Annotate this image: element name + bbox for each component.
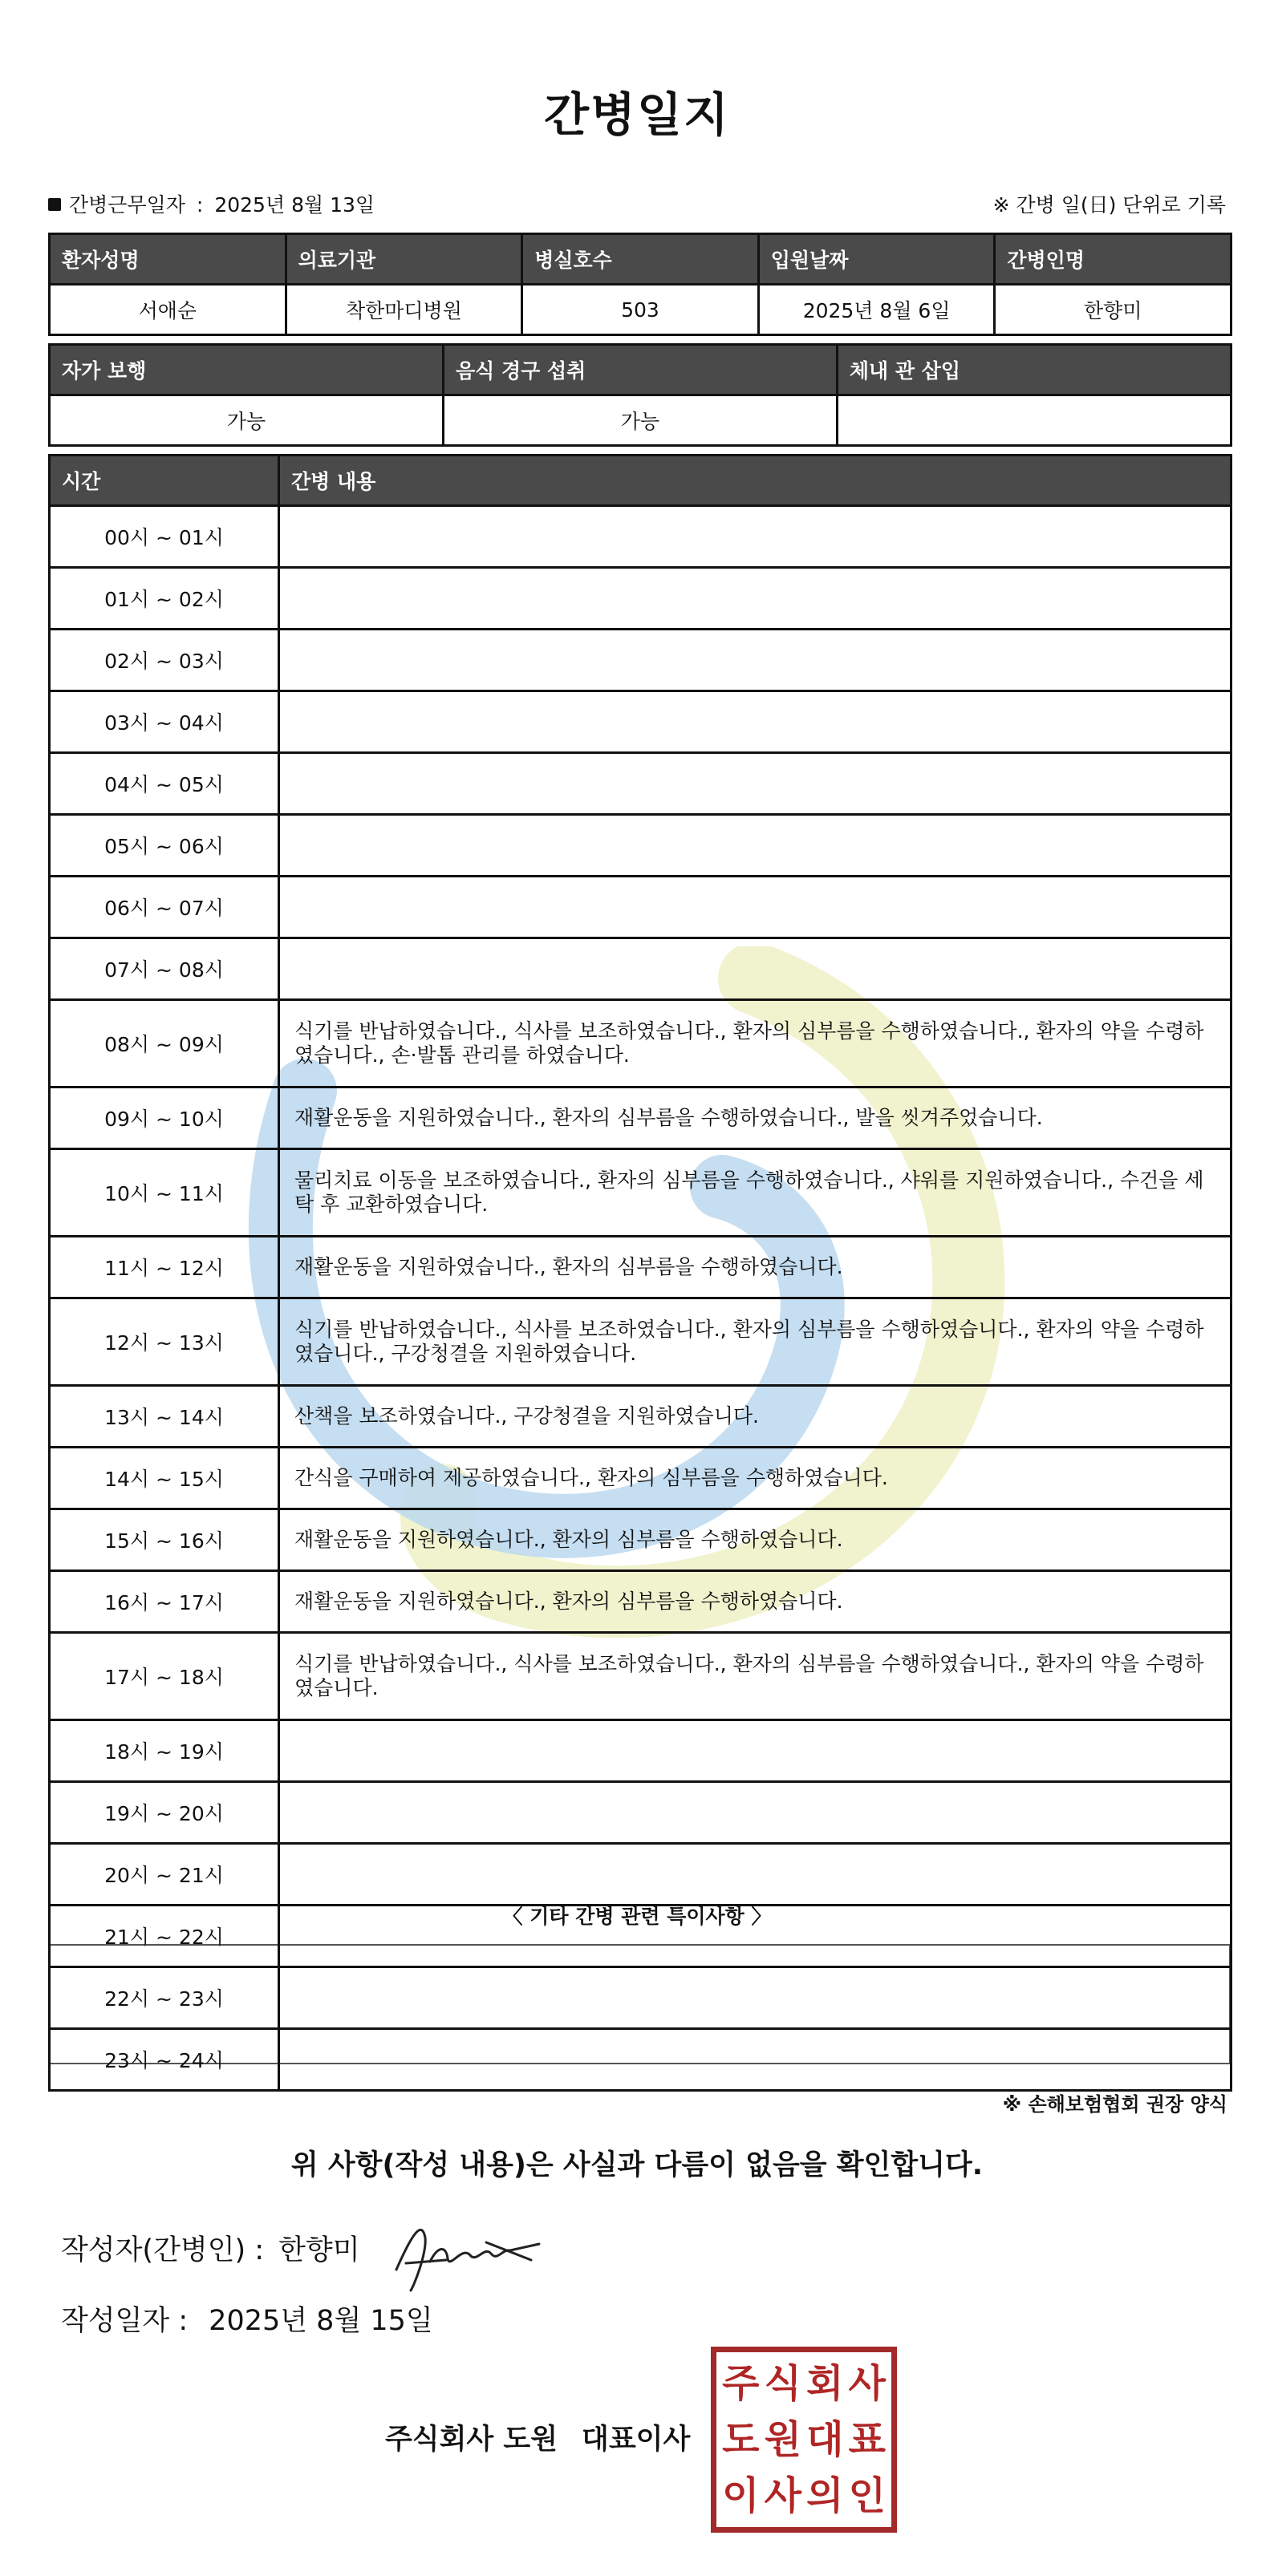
header-patient-name: 환자성명 [50, 234, 286, 285]
care-log-row [50, 753, 1231, 815]
seal-char: 이 [722, 2473, 760, 2518]
written-date-line [61, 2299, 433, 2339]
care-log-content: 재활운동을 지원하였습니다., 환자의 심부름을 수행하였습니다. [279, 1237, 1231, 1298]
care-log-row [50, 2029, 1231, 2091]
work-date-label: 간병근무일자 [69, 193, 185, 217]
care-log-content [279, 1844, 1231, 1906]
care-log-time: 00시 ~ 01시 [50, 506, 279, 568]
care-log-content [279, 1720, 1231, 1782]
tube-insertion-value [837, 395, 1231, 446]
patient-info-header-row [50, 234, 1231, 285]
admission-date: 2025년 8월 6일 [758, 285, 995, 335]
care-log-time: 17시 ~ 18시 [50, 1633, 279, 1720]
confirmation-statement: 위 사항(작성 내용)은 사실과 다름이 없음을 확인합니다. [290, 2149, 984, 2181]
writer-line [61, 2228, 360, 2268]
seal-char: 원 [764, 2417, 801, 2462]
care-log-row [50, 1000, 1231, 1088]
care-log-time: 23시 ~ 24시 [50, 2029, 279, 2091]
seal-char: 인 [848, 2473, 886, 2518]
care-log-content [279, 2029, 1231, 2091]
care-log-row [50, 1571, 1231, 1633]
care-log-content [279, 630, 1231, 691]
header-care-content: 간병 내용 [279, 456, 1231, 506]
written-date-value: 2025년 8월 15일 [209, 2305, 433, 2337]
care-log-time: 18시 ~ 19시 [50, 1720, 279, 1782]
care-log-time: 06시 ~ 07시 [50, 877, 279, 938]
care-log-time: 07시 ~ 08시 [50, 938, 279, 1000]
care-log-row [50, 1237, 1231, 1298]
care-log-content [279, 815, 1231, 877]
signature-image [390, 2213, 542, 2294]
care-log-row [50, 1967, 1231, 2029]
company-seal-stamp [711, 2347, 897, 2533]
care-log-time: 04시 ~ 05시 [50, 753, 279, 815]
care-log-row [50, 1088, 1231, 1149]
patient-name: 서애순 [50, 285, 286, 335]
company-role: 대표이사 [582, 2424, 691, 2456]
work-date [48, 189, 375, 218]
care-log-row [50, 630, 1231, 691]
care-log-content [279, 506, 1231, 568]
square-bullet-icon [48, 198, 61, 211]
header-caregiver-name: 간병인명 [995, 234, 1231, 285]
care-log-content [279, 568, 1231, 630]
care-log-row [50, 1782, 1231, 1844]
room-number: 503 [522, 285, 759, 335]
care-log-row [50, 1906, 1231, 1967]
header-oral-intake: 음식 경구 섭취 [443, 345, 837, 395]
page-title: 간병일지 [543, 87, 731, 142]
care-log-time: 14시 ~ 15시 [50, 1448, 279, 1509]
work-date-separator: : [196, 193, 204, 217]
seal-char: 대 [806, 2417, 844, 2462]
care-log-time: 16시 ~ 17시 [50, 1571, 279, 1633]
care-log-time: 15시 ~ 16시 [50, 1509, 279, 1571]
care-log-time: 03시 ~ 04시 [50, 691, 279, 753]
care-log-row [50, 506, 1231, 568]
header-time: 시간 [50, 456, 279, 506]
care-log-time: 09시 ~ 10시 [50, 1088, 279, 1149]
header-admission-date: 입원날짜 [758, 234, 995, 285]
care-log-content [279, 1782, 1231, 1844]
association-note: ※ 손해보험협회 권장 양식 [1002, 2093, 1227, 2116]
institution: 착한마디병원 [286, 285, 522, 335]
header-institution: 의료기관 [286, 234, 522, 285]
care-log-time: 13시 ~ 14시 [50, 1386, 279, 1448]
seal-char: 사 [848, 2361, 886, 2406]
care-log-time: 19시 ~ 20시 [50, 1782, 279, 1844]
care-log-row [50, 691, 1231, 753]
oral-intake-value: 가능 [443, 395, 837, 446]
care-log-time: 05시 ~ 06시 [50, 815, 279, 877]
care-log-content: 식기를 반납하였습니다., 식사를 보조하였습니다., 환자의 심부름을 수행하였습니다., 환자의 약을 수령하였습니다., 구강청결을 지원하였습니다. [279, 1298, 1231, 1386]
care-log-row [50, 815, 1231, 877]
company-name: 주식회사 도원 [385, 2424, 558, 2456]
header-tube-insertion: 체내 관 삽입 [837, 345, 1231, 395]
meta-row [48, 189, 1226, 221]
care-log-row [50, 1509, 1231, 1571]
caregiver-name: 한향미 [995, 285, 1231, 335]
care-log-content: 재활운동을 지원하였습니다., 환자의 심부름을 수행하였습니다., 발을 씻겨주었습니다. [279, 1088, 1231, 1149]
care-log-content [279, 1906, 1231, 1967]
care-log-time: 21시 ~ 22시 [50, 1906, 279, 1967]
work-date-value: 2025년 8월 13일 [214, 193, 375, 217]
care-log-time: 12시 ~ 13시 [50, 1298, 279, 1386]
care-log-content: 재활운동을 지원하였습니다., 환자의 심부름을 수행하였습니다. [279, 1509, 1231, 1571]
care-log-content: 식기를 반납하였습니다., 식사를 보조하였습니다., 환자의 심부름을 수행하였습니다., 환자의 약을 수령하였습니다., 손·발톱 관리를 하였습니다. [279, 1000, 1231, 1088]
written-date-label: 작성일자 : [61, 2305, 189, 2337]
care-log-content [279, 877, 1231, 938]
care-log-content [279, 691, 1231, 753]
care-log-header-row [50, 456, 1231, 506]
patient-status-table [48, 343, 1232, 447]
care-log-content: 재활운동을 지원하였습니다., 환자의 심부름을 수행하였습니다. [279, 1571, 1231, 1633]
seal-char: 도 [722, 2417, 760, 2462]
care-log-row [50, 568, 1231, 630]
care-log-row [50, 1149, 1231, 1237]
care-log-row [50, 1386, 1231, 1448]
seal-char: 회 [806, 2361, 844, 2406]
unit-note: ※ 간병 일(日) 단위로 기록 [992, 193, 1226, 217]
care-log-content: 식기를 반납하였습니다., 식사를 보조하였습니다., 환자의 심부름을 수행하였습니다., 환자의 약을 수령하였습니다. [279, 1633, 1231, 1720]
care-log-time: 01시 ~ 02시 [50, 568, 279, 630]
care-log-time: 20시 ~ 21시 [50, 1844, 279, 1906]
care-log-time: 02시 ~ 03시 [50, 630, 279, 691]
care-log-row [50, 1298, 1231, 1386]
header-self-walking: 자가 보행 [50, 345, 444, 395]
company-line [385, 2417, 690, 2457]
care-log-row [50, 1720, 1231, 1782]
seal-char: 사 [764, 2473, 801, 2518]
seal-characters [720, 2355, 888, 2524]
care-log-row [50, 1448, 1231, 1509]
patient-info-table [48, 233, 1232, 336]
care-log-content [279, 1967, 1231, 2029]
care-log-time: 11시 ~ 12시 [50, 1237, 279, 1298]
status-header-row [50, 345, 1231, 395]
care-log-row [50, 1633, 1231, 1720]
seal-char: 의 [806, 2473, 844, 2518]
care-log-time: 22시 ~ 23시 [50, 1967, 279, 2029]
care-log-content: 산책을 보조하였습니다., 구강청결을 지원하였습니다. [279, 1386, 1231, 1448]
header-room-number: 병실호수 [522, 234, 759, 285]
care-log-time: 10시 ~ 11시 [50, 1149, 279, 1237]
care-log-time: 08시 ~ 09시 [50, 1000, 279, 1088]
care-log-table [48, 454, 1232, 2092]
care-log-content [279, 753, 1231, 815]
seal-char: 식 [764, 2361, 801, 2406]
seal-char: 주 [722, 2361, 760, 2406]
notes-title: 〈 기타 간병 관련 특이사항 〉 [502, 1905, 772, 1928]
care-log-row [50, 938, 1231, 1000]
status-value-row [50, 395, 1231, 446]
writer-label: 작성자(간병인) : [61, 2234, 265, 2266]
care-log-body [50, 506, 1231, 2091]
writer-name: 한향미 [278, 2234, 360, 2266]
care-log-content: 물리치료 이동을 보조하였습니다., 환자의 심부름을 수행하였습니다., 샤워를 지원하였습니다., 수건을 세탁 후 교환하였습니다. [279, 1149, 1231, 1237]
care-log-content: 간식을 구매하여 제공하였습니다., 환자의 심부름을 수행하였습니다. [279, 1448, 1231, 1509]
seal-char: 표 [848, 2417, 886, 2462]
patient-info-value-row [50, 285, 1231, 335]
care-log-content [279, 938, 1231, 1000]
care-log-row [50, 1844, 1231, 1906]
care-log-row [50, 877, 1231, 938]
self-walking-value: 가능 [50, 395, 444, 446]
